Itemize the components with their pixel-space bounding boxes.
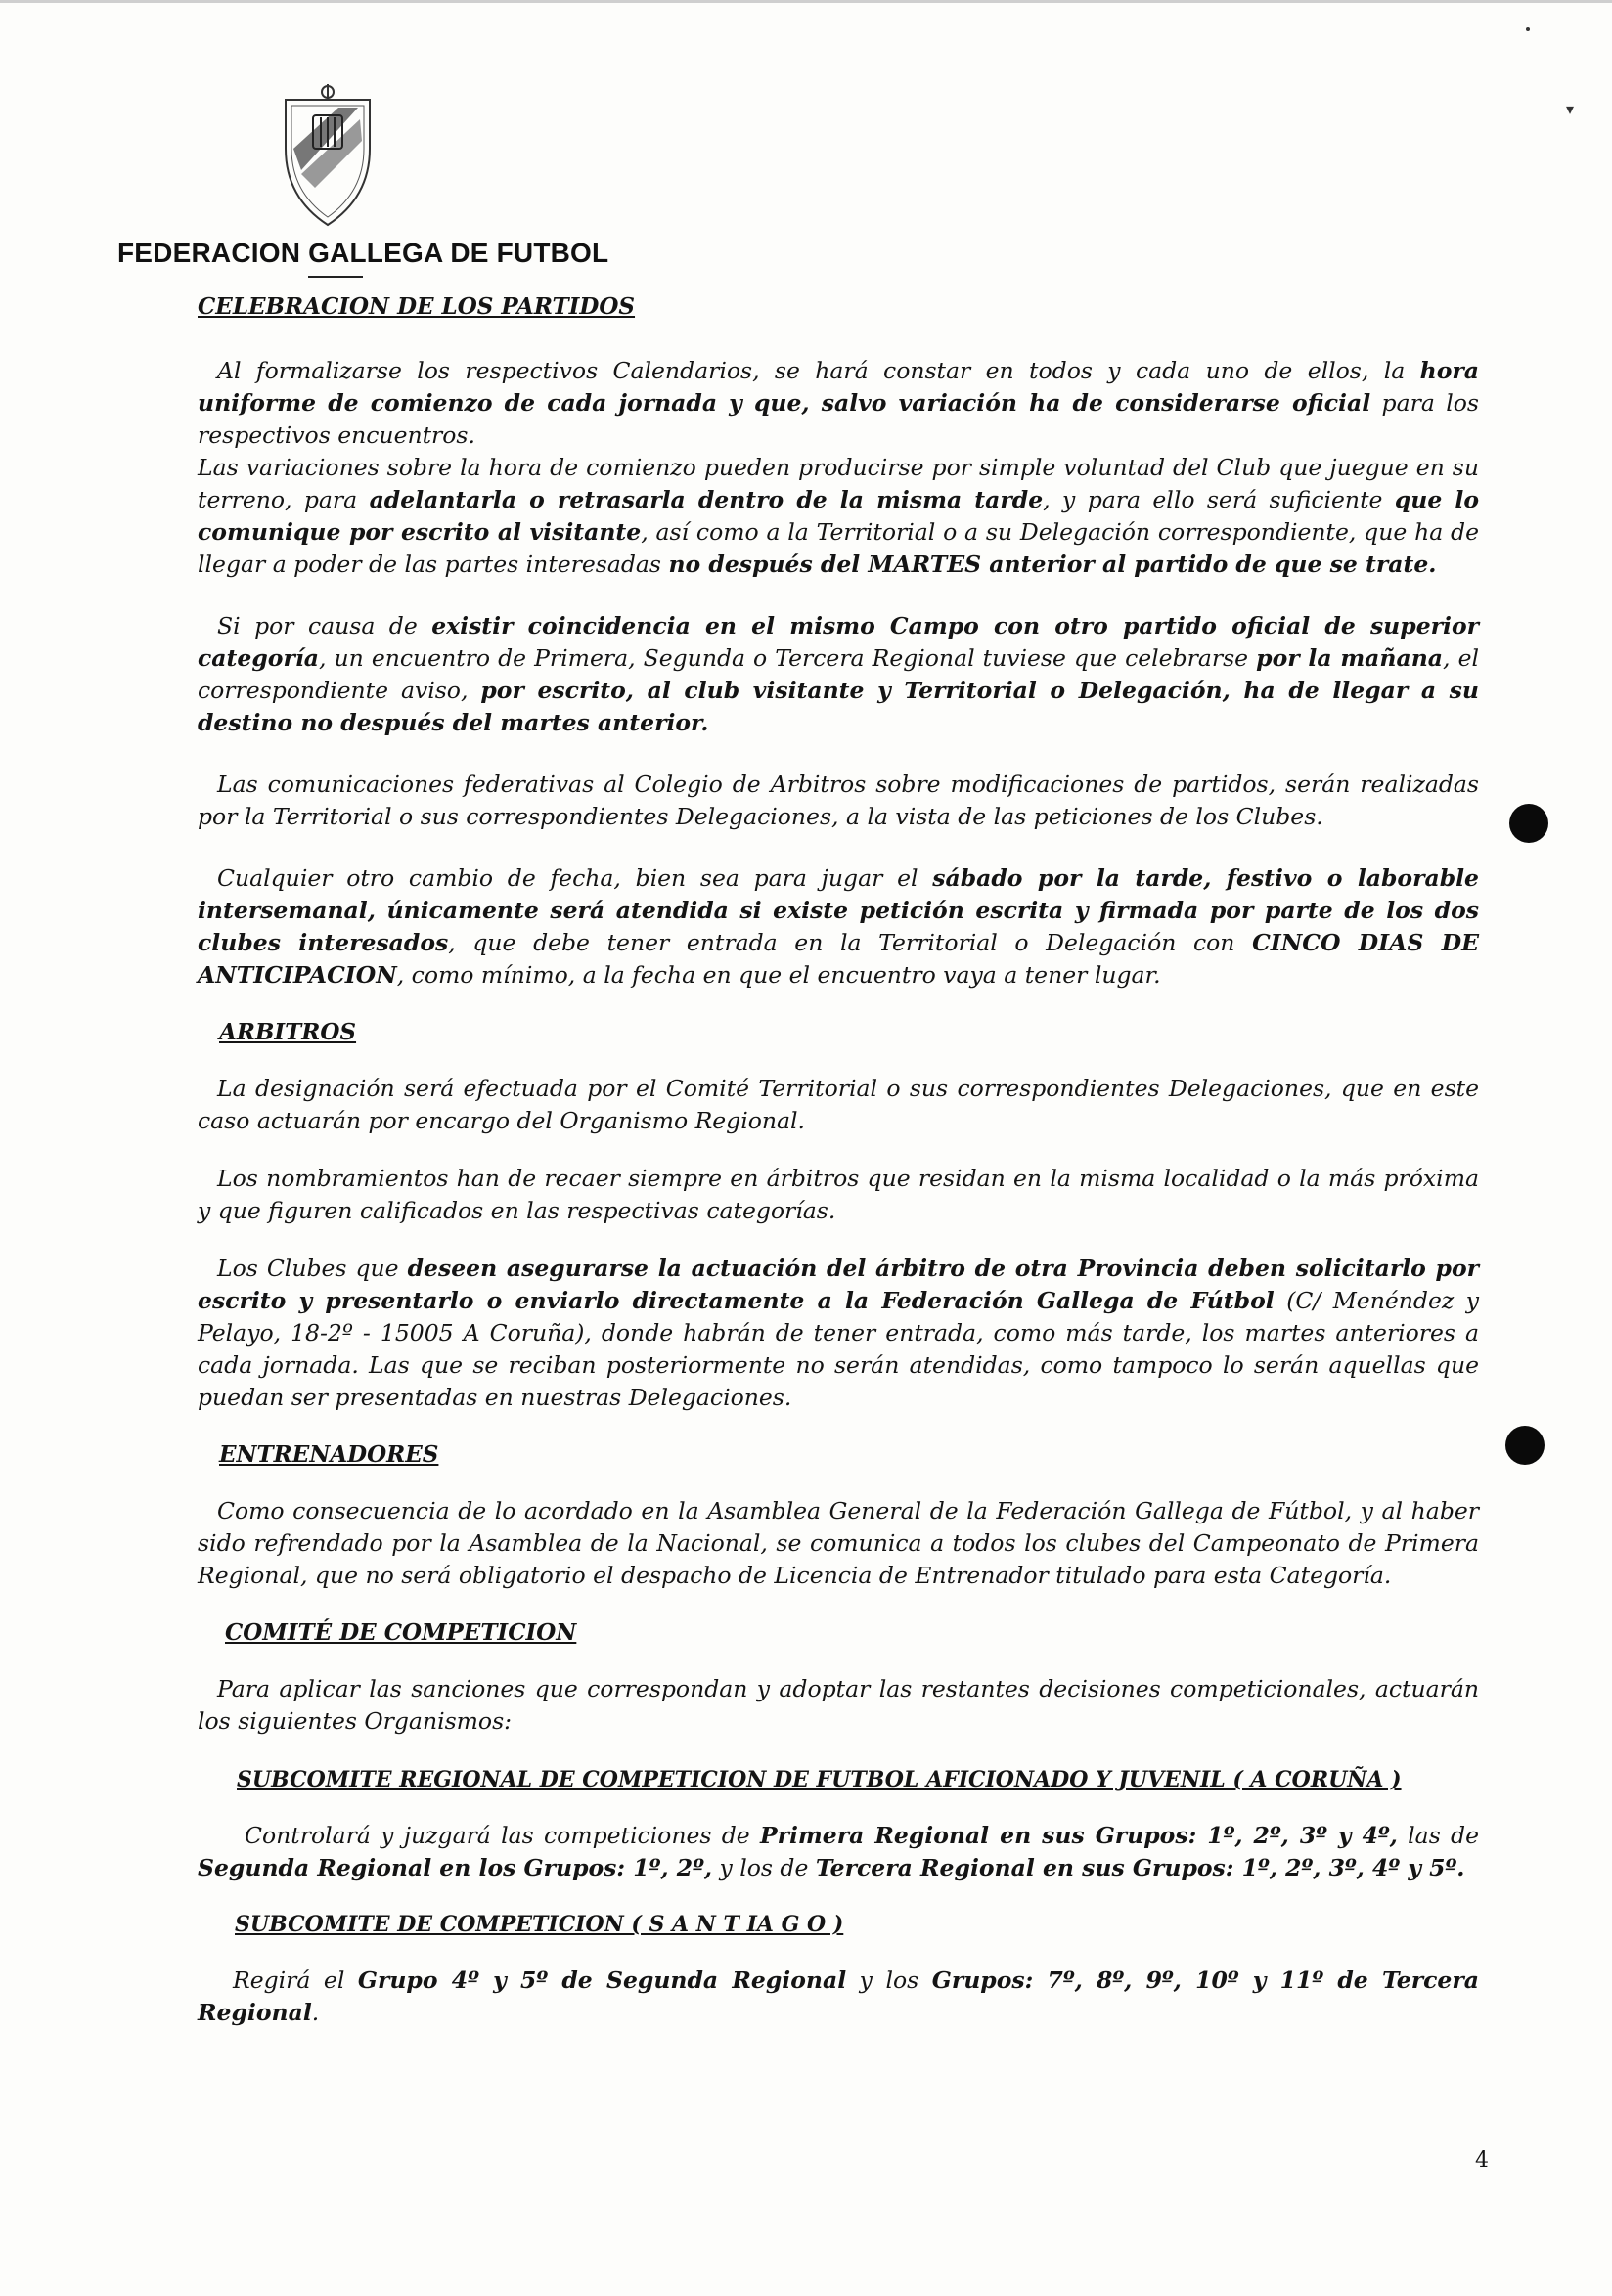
scan-mark: ▾ bbox=[1566, 100, 1575, 118]
heading-celebracion: CELEBRACION DE LOS PARTIDOS bbox=[198, 293, 636, 320]
para-arbitros-1: La designación será efectuada por el Comité Territorial o sus correspondientes Delegaciones, que en este caso actuarán por encargo del Organismo Regional. bbox=[198, 1075, 1479, 1134]
para-celebracion-5: Cualquier otro cambio de fecha, bien sea para jugar el sábado por la tarde, festivo o laborable intersemanal, únicamente será atendida si existe petición escrita y firmada por parte de los dos clubes interesados, que debe tener entrada en la Territorial o Delegación con CINCO DIAS DE ANTICIPACION, como mínimo, a la fecha en que el encuentro vaya a tener lugar. bbox=[198, 864, 1480, 989]
federation-crest-logo bbox=[280, 80, 376, 227]
para-celebracion-1: Al formalizarse los respectivos Calendarios, se hará constar en todos y cada uno de ellos, la hora uniforme de comienzo de cada jornada y que, salvo variación ha de considerarse oficial para los respectivos encuentros. bbox=[198, 357, 1479, 449]
binder-hole-lower bbox=[1505, 1426, 1545, 1465]
heading-arbitros: ARBITROS bbox=[219, 1019, 357, 1045]
para-arbitros-3: Los Clubes que deseen asegurarse la actuación del árbitro de otra Provincia deben solicitarlo por escrito y presentarlo o enviarlo directamente a la Federación Gallega de Fútbol (C/ Menéndez y Pelayo, 18-2º - 15005 A Coruña), donde habrán de tener entrada, como más tarde, los martes anteriores a cada jornada. Las que se reciban posteriormente no serán atendidas, como tampoco lo serán aquellas que puedan ser presentadas en nuestras Delegaciones. bbox=[198, 1255, 1480, 1411]
page-number: 4 bbox=[1475, 2148, 1489, 2173]
scan-speck bbox=[1526, 27, 1530, 31]
heading-comite: COMITÉ DE COMPETICION bbox=[225, 1619, 577, 1646]
heading-subcomite-santiago: SUBCOMITE DE COMPETICION ( S A N T IA G O ) bbox=[235, 1912, 844, 1937]
para-celebracion-2: Las variaciones sobre la hora de comienzo pueden producirse por simple voluntad del Club que juegue en su terreno, para adelantarla o retrasarla dentro de la misma tarde, y para ello será suficiente que lo comunique por escrito al visitante, así como a la Territorial o a su Delegación correspondiente, que ha de llegar a poder de las partes interesadas no después del MARTES anterior al partido de que se trate. bbox=[198, 454, 1480, 578]
para-arbitros-2: Los nombramientos han de recaer siempre en árbitros que residan en la misma localidad o la más próxima y que figuren calificados en las respectivas categorías. bbox=[198, 1165, 1479, 1224]
para-entrenadores-1: Como consecuencia de lo acordado en la Asamblea General de la Federación Gallega de Fútbol, y al haber sido refrendado por la Asamblea de la Nacional, se comunica a todos los clubes del Campeonato de Primera Regional, que no será obligatorio el despacho de Licencia de Entrenador titulado para esta Categoría. bbox=[198, 1497, 1479, 1589]
header-rule bbox=[308, 276, 363, 278]
federation-name: FEDERACION GALLEGA DE FUTBOL bbox=[117, 238, 609, 268]
para-subcomite-santiago: Regirá el Grupo 4º y 5º de Segunda Regional y los Grupos: 7º, 8º, 9º, 10º y 11º de Tercera Regional. bbox=[198, 1966, 1479, 2026]
scan-top-edge bbox=[0, 0, 1612, 3]
heading-entrenadores: ENTRENADORES bbox=[219, 1441, 439, 1468]
binder-hole-upper bbox=[1509, 804, 1548, 843]
para-subcomite-coruna: Controlará y juzgará las competiciones de Primera Regional en sus Grupos: 1º, 2º, 3º y 4º, las de Segunda Regional en los Grupos: 1º, 2º, y los de Tercera Regional en sus Grupos: 1º, 2º, 3º, 4º y 5º. bbox=[198, 1822, 1479, 1881]
para-comite-1: Para aplicar las sanciones que correspondan y adoptar las restantes decisiones competicionales, actuarán los siguientes Organismos: bbox=[198, 1675, 1479, 1735]
heading-subcomite-coruna: SUBCOMITE REGIONAL DE COMPETICION DE FUTBOL AFICIONADO Y JUVENIL ( A CORUÑA ) bbox=[237, 1767, 1402, 1792]
document-body bbox=[198, 289, 1479, 2029]
para-celebracion-3: Si por causa de existir coincidencia en el mismo Campo con otro partido oficial de superior categoría, un encuentro de Primera, Segunda o Tercera Regional tuviese que celebrarse por la mañana, el correspondiente aviso, por escrito, al club visitante y Territorial o Delegación, ha de llegar a su destino no después del martes anterior. bbox=[198, 612, 1480, 736]
para-celebracion-4: Las comunicaciones federativas al Colegio de Arbitros sobre modificaciones de partidos, serán realizadas por la Territorial o sus correspondientes Delegaciones, a la vista de las peticiones de los Clubes. bbox=[198, 771, 1479, 830]
